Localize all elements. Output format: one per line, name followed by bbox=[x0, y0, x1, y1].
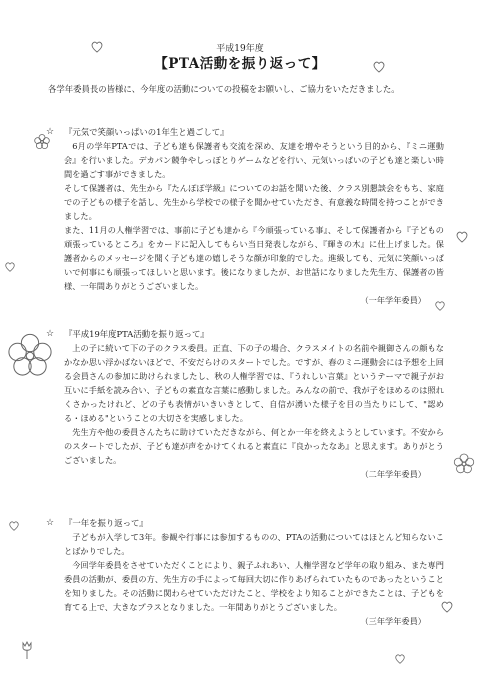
tulip-doodle-icon bbox=[20, 640, 34, 660]
heart-doodle-icon bbox=[372, 60, 386, 74]
section-signature: （一年学年委員） bbox=[360, 295, 426, 305]
fiscal-year-label: 平成19年度 bbox=[216, 44, 264, 54]
intro-text: 各学年委員長の皆様に、今年度の活動についての投稿をお願いし、ご協力をいただきました。 bbox=[48, 84, 400, 94]
heart-doodle-icon bbox=[394, 653, 406, 665]
section-signature: （三年学年委員） bbox=[360, 616, 426, 626]
section-paragraph: 上の子に続いて下の子のクラス委員。正直、下の子の場合、クラスメイトの名前や親御さんの顔もなかなか思い浮かばないほどで、不安だらけのスタートでした。ですが、春のミニ運動会には予想を上回る会員さんの参加に助けられましたし、秋の人権学習では、『うれしい言葉』というテーマで親子がお互いに手紙を読み合い、子どもの素直な言葉に感動しました。みんなの前で、我が子をほめるのは照れくさかったけれど、どの子も表情がいきいきとして、自信が湧いた様子を目の当たりにして、"認める・ほめる"ということの大切さを実感しました。 bbox=[64, 343, 444, 423]
section-heading: 『平成19年度PTA活動を振り返って』 bbox=[64, 329, 209, 339]
heart-doodle-icon bbox=[4, 260, 16, 274]
section-second-grade bbox=[46, 327, 444, 481]
section-heading: 『一年を振り返って』 bbox=[64, 518, 148, 528]
star-icon: ☆ bbox=[46, 127, 55, 137]
section-paragraph: また、11月の人権学習では、事前に子ども達から『今頑張っている事』、そして保護者から『子どもの頑張っているところ』をカードに記入してもらい当日発表しながら、『輝きの木』に仕上げました。保護者からのメッセージを聞く子ども達の嬉しそうな顔が印象的でした。進級しても、元気に笑顔いっぱいで何事にも頑張ってほしいと思います。後になりましたが、お世話になりました先生方、保護者の皆様、一年間ありがとうございました。 bbox=[64, 225, 444, 291]
flower-doodle-icon bbox=[4, 330, 56, 382]
heart-doodle-icon bbox=[90, 40, 104, 54]
section-heading: 『元気で笑顔いっぱいの1年生と過ごして』 bbox=[64, 127, 229, 137]
heart-doodle-icon bbox=[434, 300, 446, 312]
flower-doodle-icon bbox=[33, 133, 51, 151]
heart-doodle-icon bbox=[455, 230, 469, 244]
star-icon: ☆ bbox=[46, 518, 55, 528]
section-paragraph: 今回学年委員をさせていただくことにより、親子ふれあい、人権学習など学年の取り組み、また専門委員の活動が、委員の方、先生方の手によって毎回大切に作りあげられていたものであったということを知りました。その活動に関わらせていただけたこと、学校をより知ることができたことは、子どもを育てる上で、大きなプラスとなりました。一年間ありがとうございました。 bbox=[64, 560, 444, 612]
heart-doodle-icon bbox=[440, 600, 454, 614]
section-signature: （二年学年委員） bbox=[360, 469, 426, 479]
section-paragraph: 子どもが入学して3年。参観や行事には参加するものの、PTAの活動についてはほとんど知らないことばかりでした。 bbox=[64, 532, 444, 556]
star-icon: ☆ bbox=[46, 329, 55, 339]
section-paragraph: 6月の学年PTAでは、子ども達も保護者も交流を深め、友達を増やそうという目的から、『ミニ運動会』を行いました。デカパン競争やしっぽとりゲームなどを行い、元気いっぱいの子ども達と楽しい時間を過ごす事ができました。 bbox=[64, 141, 444, 179]
flower-doodle-icon bbox=[452, 452, 476, 476]
section-third-grade bbox=[46, 516, 444, 628]
section-first-grade bbox=[46, 125, 444, 307]
heart-doodle-icon bbox=[8, 520, 20, 532]
section-paragraph: 先生方や他の委員さんたちに助けていただきながら、何とか一年を終えようとしています。不安からのスタートでしたが、子ども達が声をかけてくれると素直に『良かったなあ』と思えます。ありがとうございました。 bbox=[64, 427, 444, 465]
section-paragraph: そして保護者は、先生から『たんぽぽ学級』についてのお話を聞いた後、クラス別懇談会をもち、家庭での子どもの様子を話し、先生から学校での様子を聞かせていただき、有意義な時間を持つことができました。 bbox=[64, 183, 444, 221]
page-title: 【PTA活動を振り返って】 bbox=[154, 56, 326, 72]
